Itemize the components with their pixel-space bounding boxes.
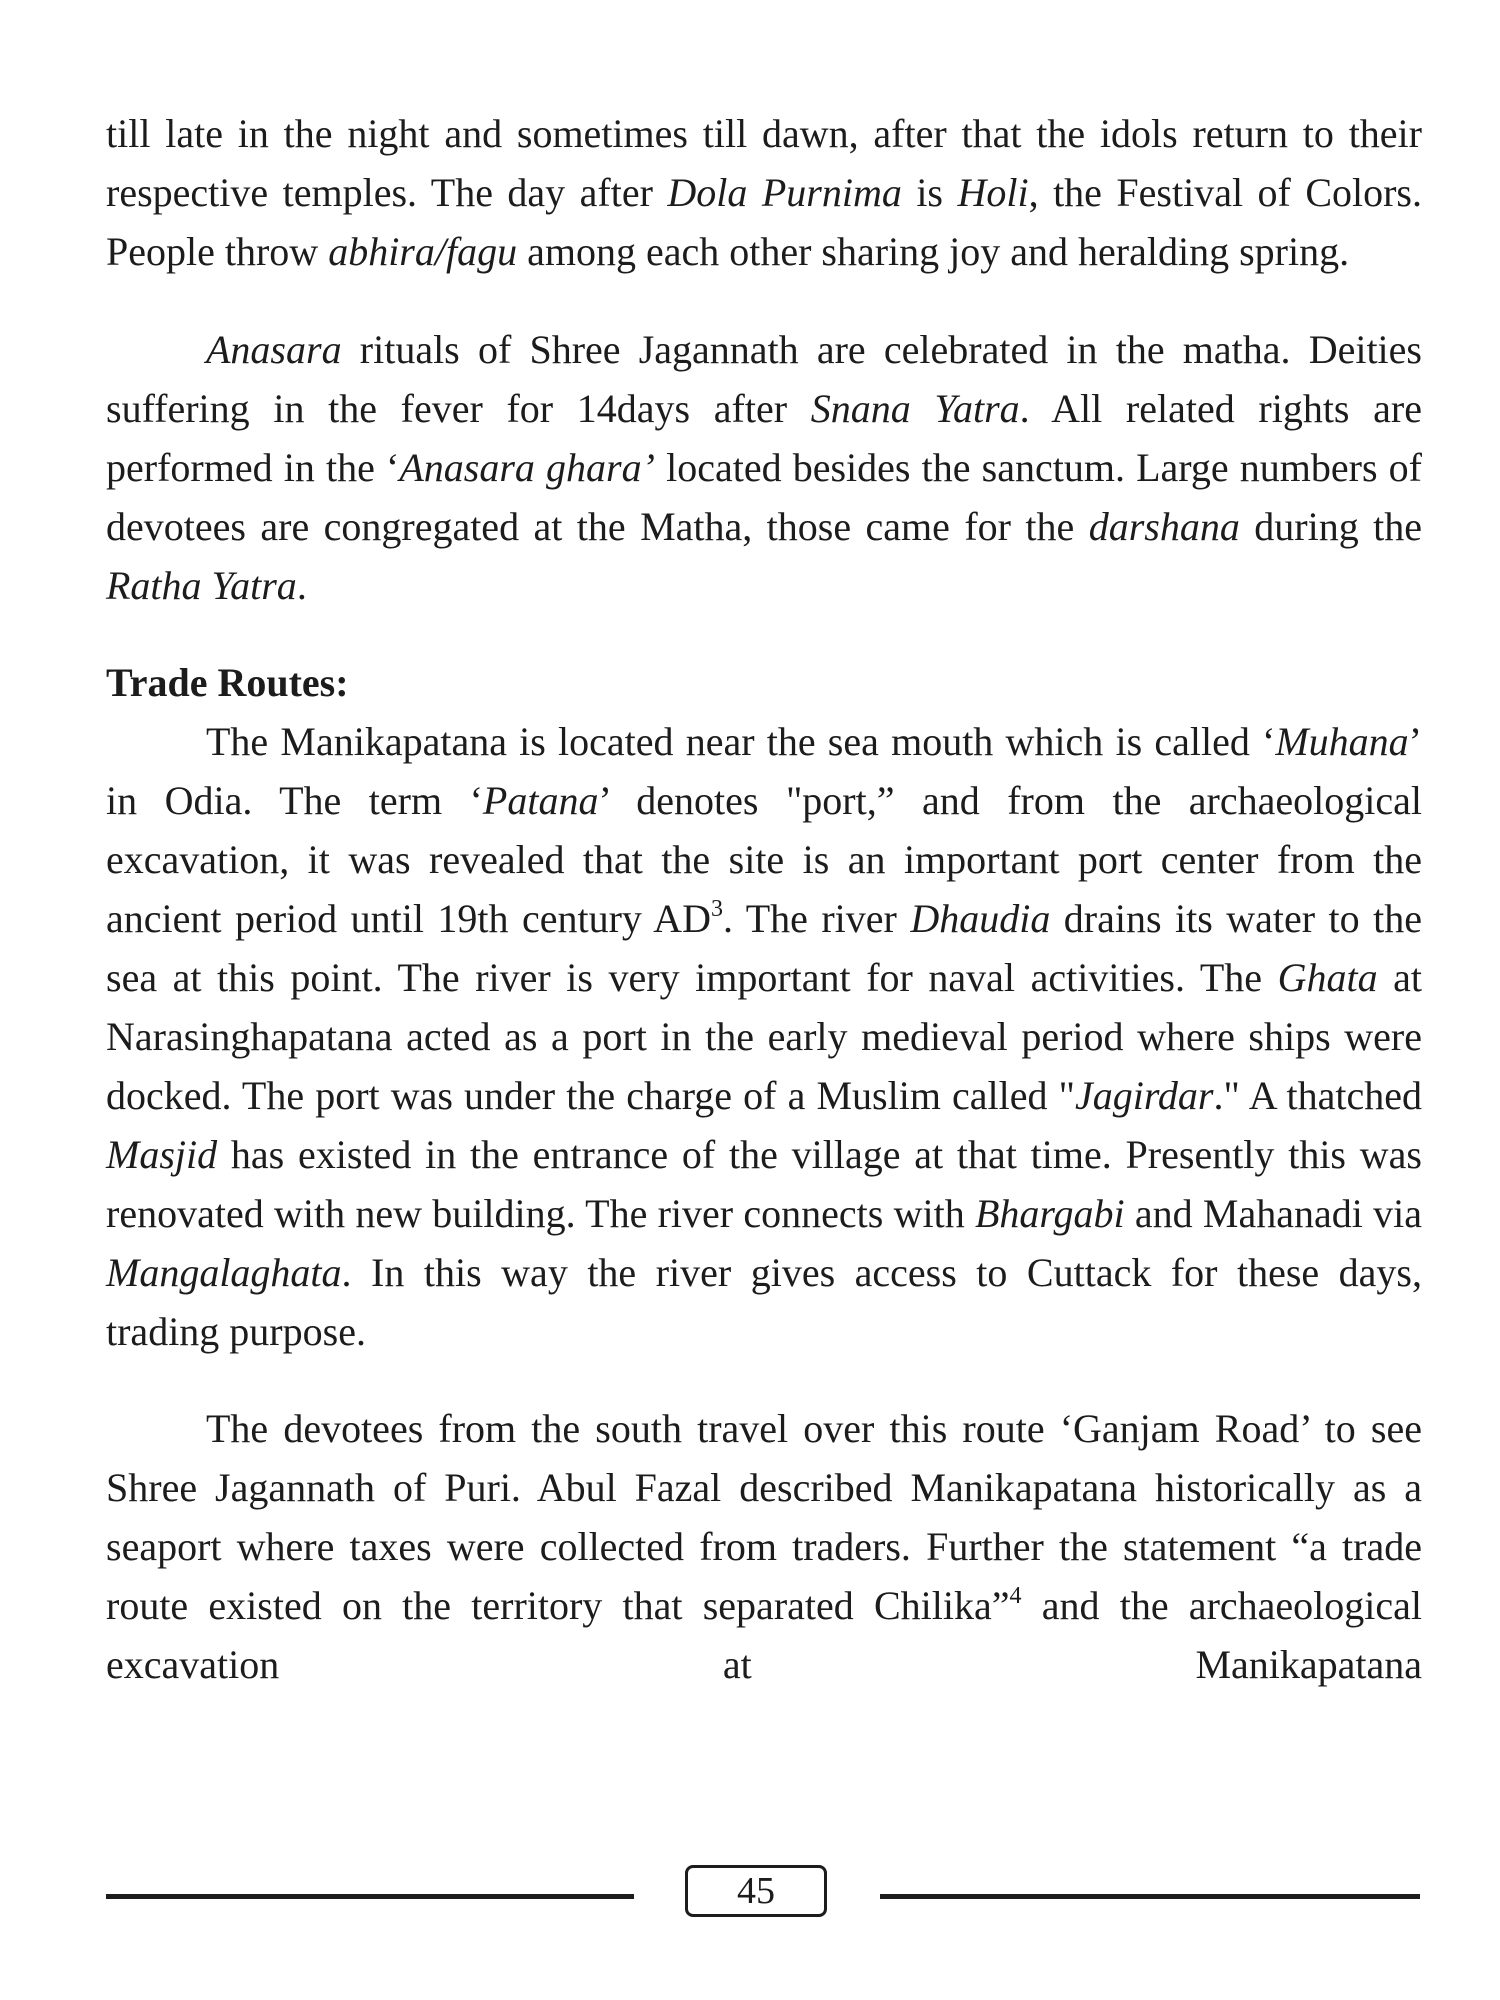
italic-term: Anasara — [206, 327, 342, 372]
text: rituals of Shree Jagannath are celebrated in the matha. Deities suffering in the fever for 14days after — [106, 327, 1422, 431]
paragraph-anasara — [106, 320, 1422, 615]
italic-term: Snana Yatra — [810, 386, 1020, 431]
text: . — [296, 563, 307, 608]
italic-term: Ghata — [1277, 955, 1378, 1000]
italic-term: Dola Purnima — [667, 170, 902, 215]
footnote-ref: 3 — [710, 895, 723, 922]
section-heading: Trade Routes: — [106, 660, 349, 705]
page-footer — [0, 1858, 1500, 1928]
footer-rule-left — [106, 1894, 634, 1899]
text: ’ denotes "port,” and from the archaeological excavation, it was revealed that the site is an important port center from the ancient period until 19th century AD — [106, 778, 1422, 941]
text: drains its water to the sea at this point. The river is very important for naval activities. The — [106, 896, 1422, 1000]
italic-term: darshana — [1088, 504, 1240, 549]
text: located besides the sanctum. Large numbers of devotees are congregated at the Matha, those came for the — [106, 445, 1422, 549]
text: and Mahanadi via — [1124, 1191, 1422, 1236]
text: . The river — [722, 896, 911, 941]
italic-term: Ratha Yatra — [106, 563, 297, 608]
italic-term: Dhaudia — [910, 896, 1051, 941]
text: at Narasinghapatana acted as a port in the early medieval period where ships were docked. The port was under the charge of a Muslim called " — [106, 955, 1422, 1118]
text: ." A thatched — [1213, 1073, 1422, 1118]
text: ’ in Odia. The term ‘ — [106, 719, 1422, 823]
italic-term: Mangalaghata — [106, 1250, 342, 1295]
text: The Manikapatana is located near the sea mouth which is called ‘ — [206, 719, 1276, 764]
paragraph-ganjam-road — [106, 1399, 1422, 1694]
italic-term: Muhana — [1275, 719, 1409, 764]
text: is — [901, 170, 958, 215]
text: during the — [1239, 504, 1422, 549]
text: has existed in the entrance of the village at that time. Presently this was renovated with new building. The river connects with — [106, 1132, 1422, 1236]
italic-term: Patana — [482, 778, 599, 823]
text: . All related rights are performed in the ‘ — [106, 386, 1422, 490]
italic-term: Jagirdar — [1074, 1073, 1214, 1118]
text: . In this way the river gives access to Cuttack for these days, trading purpose. — [106, 1250, 1422, 1354]
text: and the archaeological excavation at Manikapatana — [106, 1583, 1422, 1687]
text: among each other sharing joy and heralding spring. — [517, 229, 1350, 274]
italic-term: Anasara ghara’ — [399, 445, 655, 490]
text: , the Festival of Colors. People throw — [106, 170, 1422, 274]
italic-term: Masjid — [106, 1132, 218, 1177]
text: The devotees from the south travel over this route ‘Ganjam Road’ to see Shree Jagannath of Puri. Abul Fazal described Manikapatana historically as a seaport where taxes were collected from traders. Further the statement “a trade route existed on the territory that separated Chilika” — [106, 1406, 1422, 1628]
page-number: 45 — [685, 1865, 827, 1917]
italic-term: Holi — [957, 170, 1029, 215]
page-body — [106, 104, 1422, 1694]
italic-term: Bhargabi — [974, 1191, 1125, 1236]
footer-rule-right — [880, 1894, 1420, 1899]
paragraph-manikapatana — [106, 712, 1422, 1361]
text: till late in the night and sometimes till dawn, after that the idols return to their respective temples. The day after — [106, 111, 1422, 215]
footnote-ref: 4 — [1009, 1582, 1022, 1609]
italic-term: abhira/fagu — [328, 229, 518, 274]
paragraph-dola-purnima — [106, 104, 1422, 281]
